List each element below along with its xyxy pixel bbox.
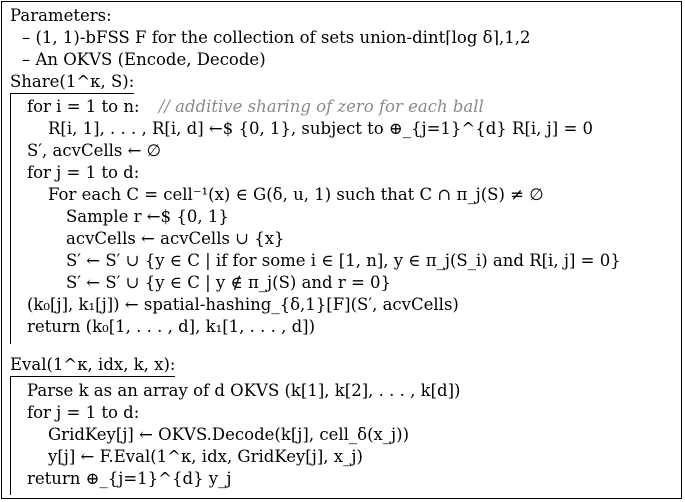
eval-return: return ⊕_{j=1}^{d} y_j [27, 469, 232, 488]
share-scope-bar [10, 94, 11, 344]
share-spatial-hashing: (k₀[j], k₁[j]) ← spatial-hashing_{δ,1}[F](S′, acvCells) [27, 295, 459, 314]
eval-header: Eval(1^κ, idx, k, x): [10, 354, 175, 377]
share-sample: Sample r ←$ {0, 1} [66, 207, 229, 226]
eval-scope-bar [10, 377, 11, 495]
share-init: S′, acvCells ← ∅ [27, 141, 162, 160]
params-title: Parameters: [10, 6, 112, 25]
eval-y: y[j] ← F.Eval(1^κ, idx, GridKey[j], x_j) [48, 447, 363, 466]
share-header: Share(1^κ, S): [10, 71, 134, 94]
share-foreach: For each C = cell⁻¹(x) ∈ G(δ, u, 1) such that C ∩ π_j(S) ≠ ∅ [48, 185, 544, 204]
param-okvs: – An OKVS (Encode, Decode) [22, 50, 266, 69]
algorithm-box [1, 1, 682, 499]
share-s-update-2: S′ ← S′ ∪ {y ∈ C | y ∉ π_j(S) and r = 0} [66, 273, 392, 292]
share-comment: // additive sharing of zero for each ball [158, 97, 484, 116]
eval-gridkey: GridKey[j] ← OKVS.Decode(k[j], cell_δ(x_j)) [48, 425, 410, 444]
share-for-i-text: for i = 1 to n: [27, 97, 140, 116]
share-acvcells: acvCells ← acvCells ∪ {x} [66, 229, 285, 248]
share-for-i [27, 96, 484, 118]
param-bfss: – (1, 1)-bFSS F for the collection of sets union-dint⌈log δ⌉,1,2 [22, 28, 531, 47]
share-for-j: for j = 1 to d: [27, 163, 140, 182]
share-random-R: R[i, 1], . . . , R[i, d] ←$ {0, 1}, subject to ⊕_{j=1}^{d} R[i, j] = 0 [48, 119, 594, 138]
share-s-update-1: S′ ← S′ ∪ {y ∈ C | if for some i ∈ [1, n], y ∈ π_j(S_i) and R[i, j] = 0} [66, 251, 621, 270]
share-return: return (k₀[1, . . . , d], k₁[1, . . . , d]) [27, 317, 316, 336]
eval-for-j: for j = 1 to d: [27, 403, 140, 422]
eval-parse: Parse k as an array of d OKVS (k[1], k[2], . . . , k[d]) [27, 381, 461, 400]
